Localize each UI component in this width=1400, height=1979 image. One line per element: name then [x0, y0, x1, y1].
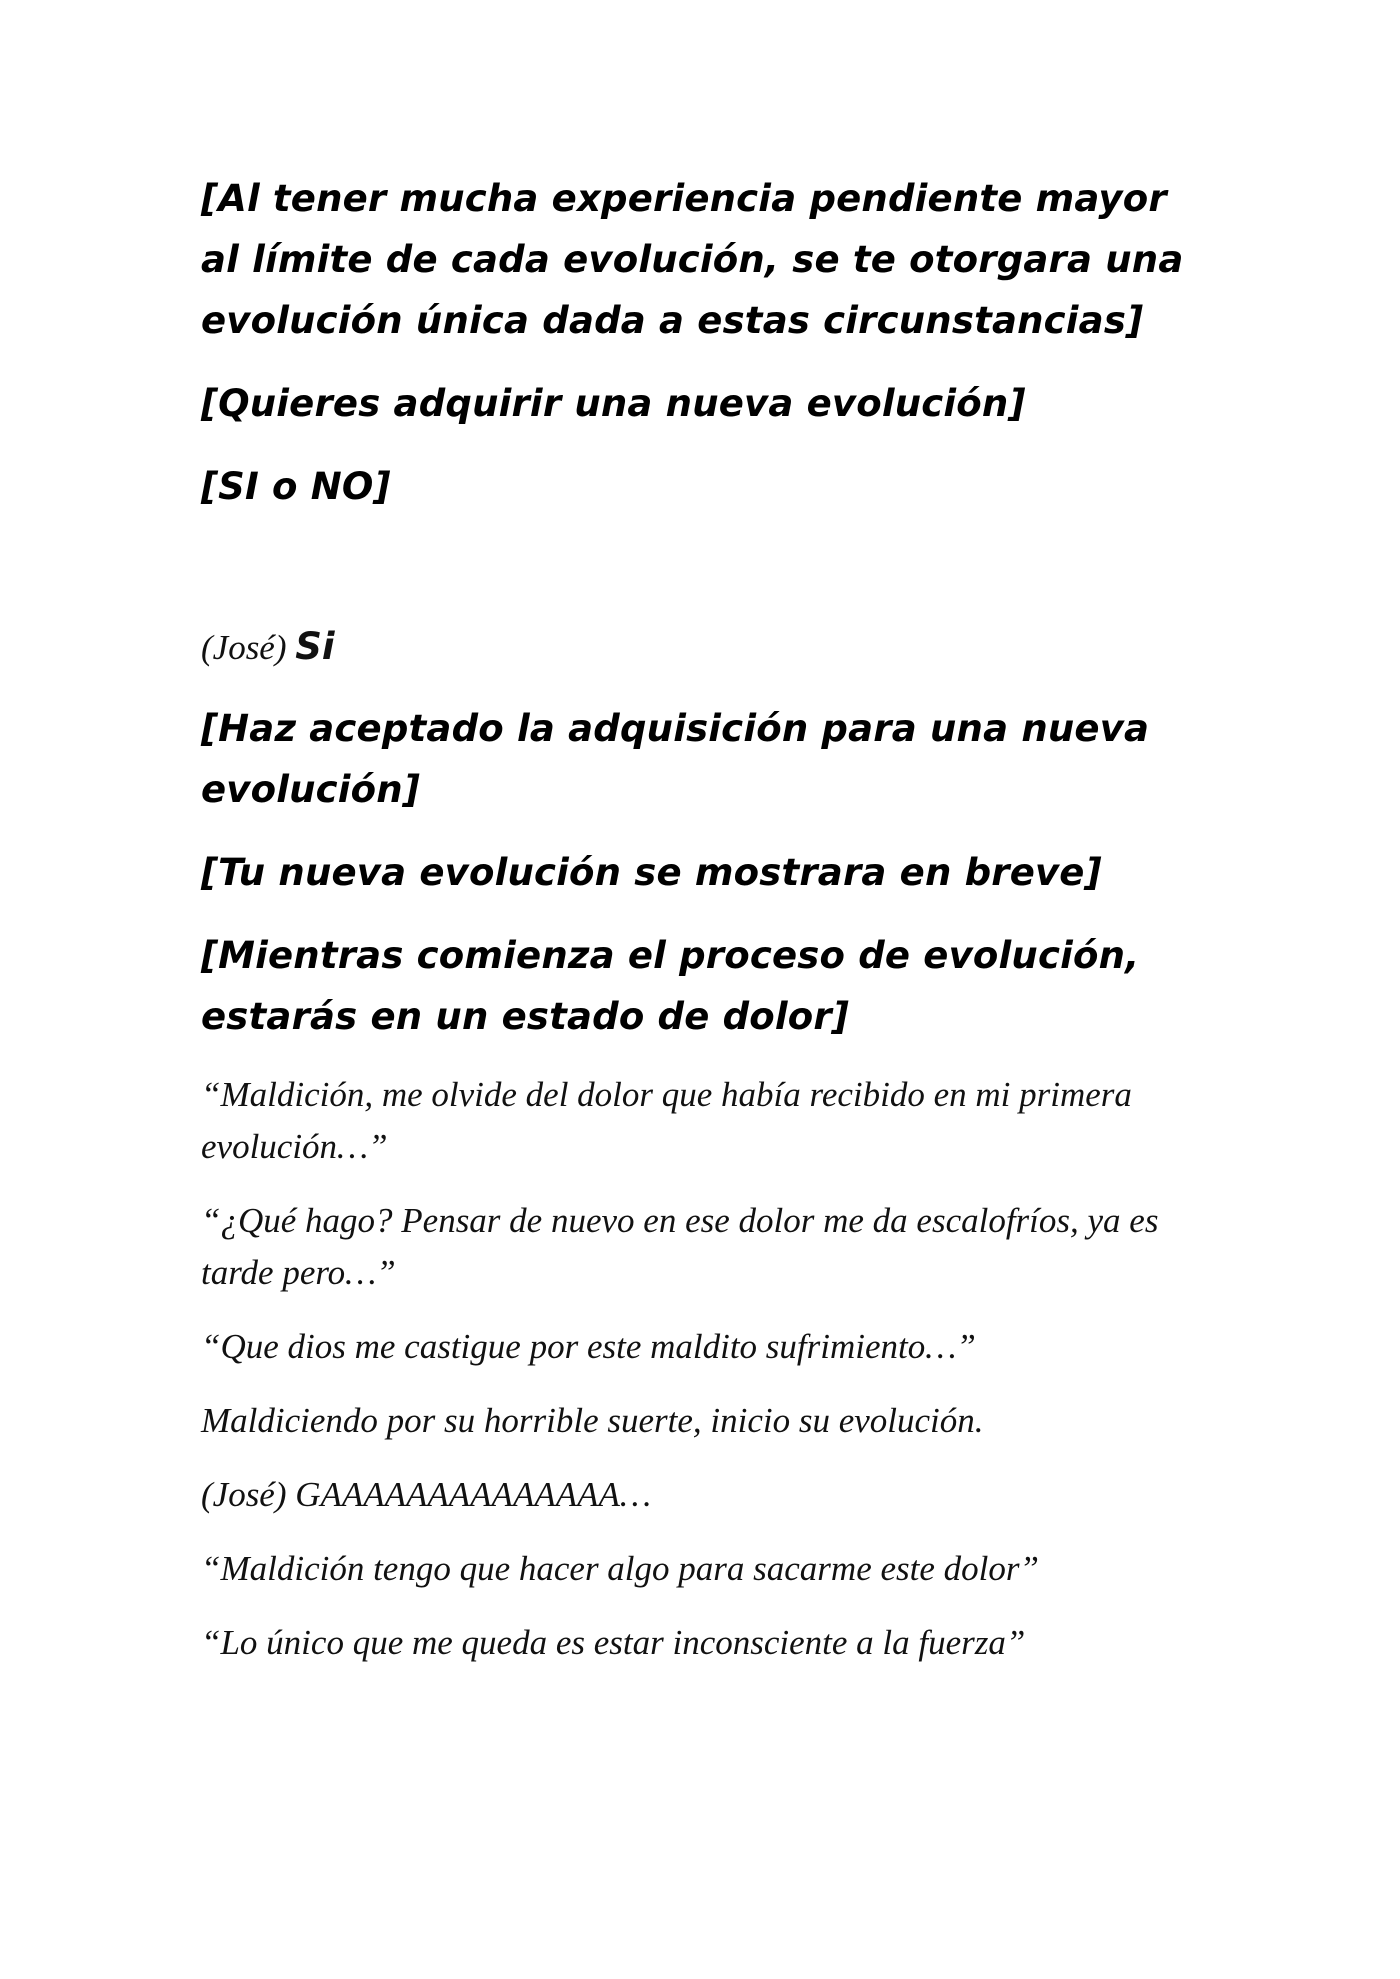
- narration-line: “Maldición, me olvide del dolor que había recibido en mi primera evolución…”: [201, 1075, 1132, 1166]
- narration-line: Maldiciendo por su horrible suerte, inicio su evolución.: [201, 1401, 984, 1440]
- system-message-evolution-offer: [Al tener mucha experiencia pendiente mayor al límite de cada evolución, se te otorgara una evolución única dada a estas circunstancias]: [201, 177, 1184, 342]
- dialogue-line-jose-si: [201, 621, 1211, 674]
- narration-line: (José) GAAAAAAAAAAAAAA…: [201, 1475, 651, 1514]
- system-message-accepted: [Haz aceptado la adquisición para una nueva evolución]: [201, 707, 1150, 811]
- speaker-reply: Si: [295, 625, 335, 668]
- system-message-pain: [Mientras comienza el proceso de evolución, estarás en un estado de dolor]: [201, 934, 1140, 1038]
- document-body: [201, 168, 1211, 1669]
- system-message-soon: [Tu nueva evolución se mostrara en breve]: [201, 851, 1102, 894]
- narration-line: “Que dios me castigue por este maldito sufrimiento…”: [201, 1327, 976, 1366]
- system-message-question: [Quieres adquirir una nueva evolución]: [201, 382, 1026, 425]
- system-message-options: [SI o NO]: [201, 465, 391, 508]
- narration-line: “¿Qué hago? Pensar de nuevo en ese dolor me da escalofríos, ya es tarde pero…”: [201, 1201, 1159, 1292]
- narration-line: “Maldición tengo que hacer algo para sacarme este dolor”: [201, 1549, 1039, 1588]
- narration-line: “Lo único que me queda es estar inconsciente a la fuerza”: [201, 1623, 1026, 1662]
- speaker-name: (José): [201, 628, 287, 667]
